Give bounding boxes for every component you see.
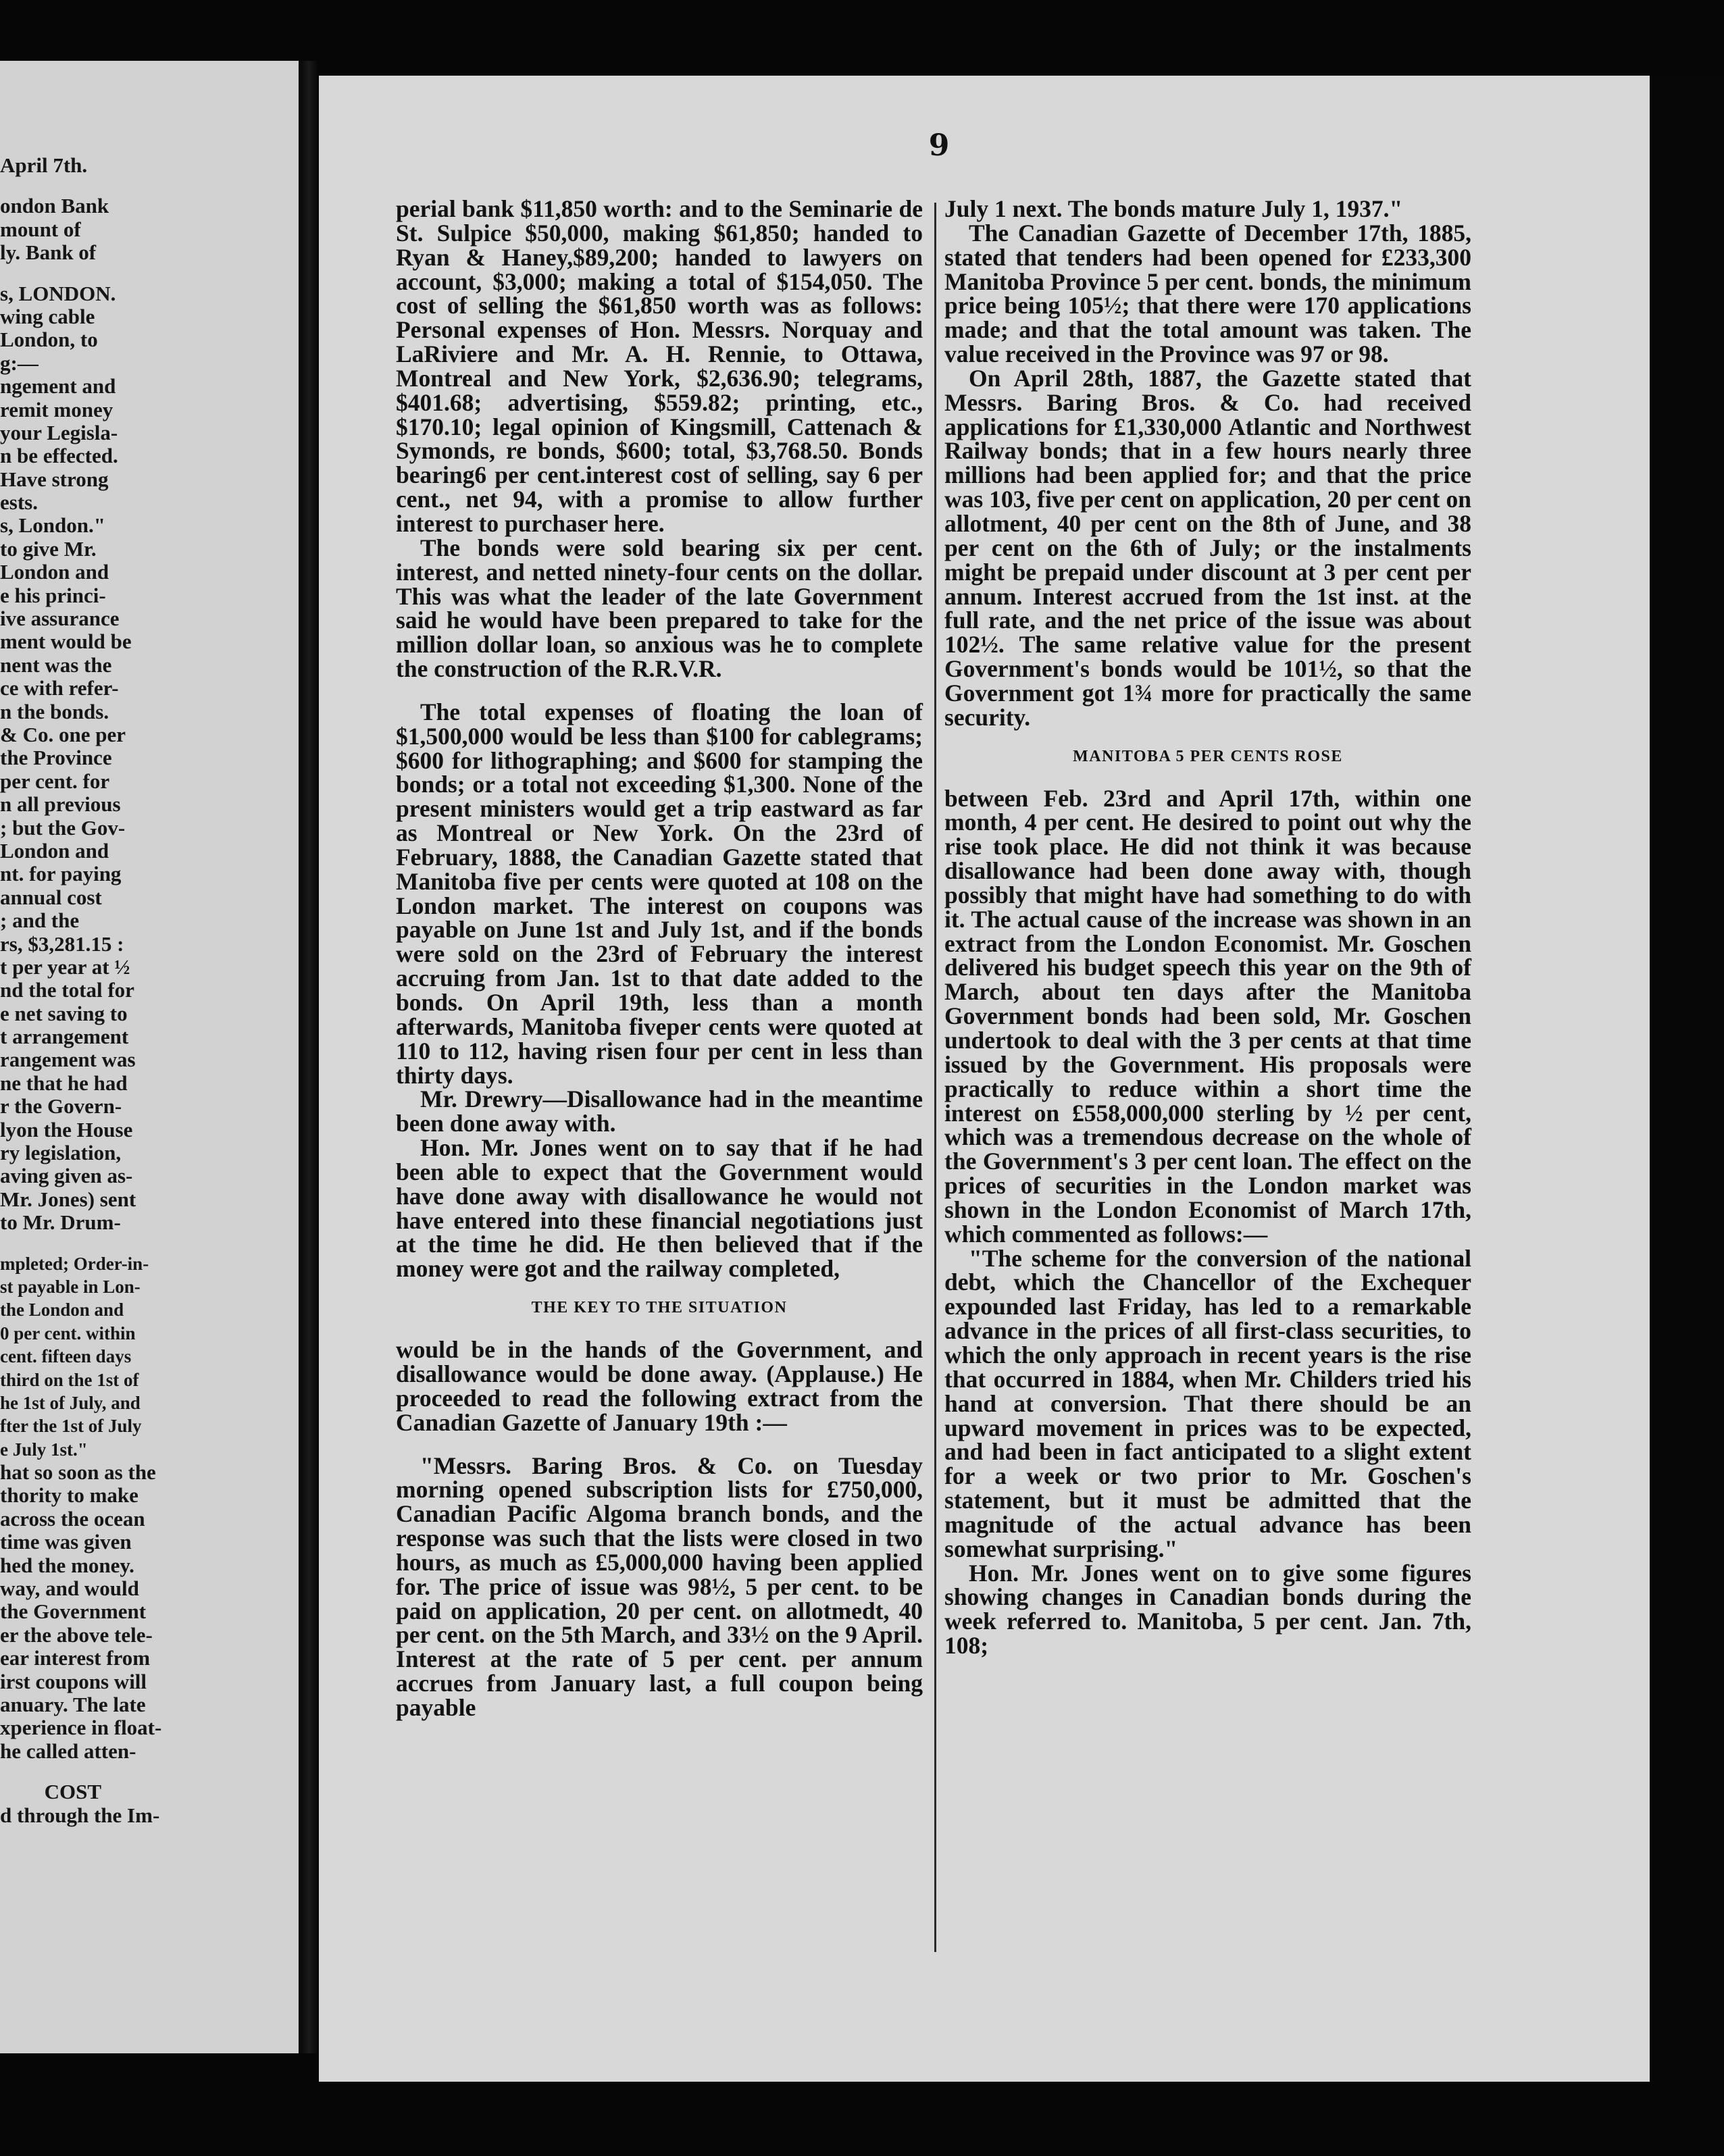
scan-border [1650,76,1724,2082]
paragraph: would be in the hands of the Government, and disallowance would be done away. (Applause.) He proceeded to read the following extract from the Canadian Gazette of January 19th :— [396,1336,923,1436]
left-page-line: ive assurance [0,607,120,631]
left-page-line: he 1st of July, and [0,1392,141,1413]
paragraph: On April 28th, 1887, the Gazette stated that Messrs. Baring Bros. & Co. had received applications for £1,330,000 Atlantic and Northwest Railway bonds; that in a few hours nearly three millions had been applied for; and that the price was 103, five per cent on application, 20 per cent on allotment, 40 per cent on the 8th of June, and 38 per cent on the 6th of July; or the instalments might be prepaid under discount at 3 per cent per annum. Interest accrued from the 1st inst. at the full rate, and the net price of the issue was about 102½. The same relative value for the present Government's bonds would be 101½, so that the Government got 1¾ more for practically the same security. [944,364,1471,731]
quotation-paragraph: "Messrs. Baring Bros. & Co. on Tuesday morning opened subscription lists for £750,000, Canadian Pacific Algoma branch bonds, and the response was such that the lists were closed in two hours, as much as £5,000,000 having been applied for. The price of issue was 98½, 5 per cent. to be paid on application, 20 per cent. on allotmedt, 40 per cent. on the 5th March, and 33½ on the 9 April. Interest at the rate of 5 per cent. per annum accrues from January last, a full coupon being payable [396,1452,923,1721]
left-page-line: rs, $3,281.15 : [0,931,124,956]
left-page-line: st payable in Lon- [0,1276,141,1297]
paragraph: The bonds were sold bearing six per cent. interest, and netted ninety-four cents on the dollar. This was what the leader of the late Government said he would have been prepared to take for the million dollar loan, so anxious was he to complete the construction of the R.R.V.R. [396,534,923,683]
left-page-line [0,1763,230,1780]
left-page-line: Have strong [0,467,109,491]
left-page-line: irst coupons will [0,1669,147,1693]
left-page-line: e his princi- [0,583,106,607]
left-page-line: London and [0,838,109,863]
left-page-line: remit money [0,397,113,421]
paragraph: between Feb. 23rd and April 17th, within one month, 4 per cent. He desired to point out why the rise took place. He did not think it was because disallowance had been done away with, though possibly that might have had something to do with it. The actual cause of the increase was shown in an extract from the London Economist. Mr. Goschen delivered his budget speech this year on the 9th of March, about ten days after the Manitoba Government bonds had been sold, Mr. Goschen undertook to deal with the 3 per cents at that time issued by the Government. His proposals were practically to reduce within a short time the interest on £558,000,000 sterling by ½ per cent, which was a tremendous decrease on the whole of the Government's 3 per cent loan. The effect on the prices of securities in the London market was shown in the London Economist of March 17th, which commented as follows:— [944,784,1471,1248]
left-page-line: London, to [0,328,98,352]
left-page-line: r the Govern- [0,1094,122,1119]
left-page-line: across the ocean [0,1506,145,1531]
left-page-line: e July 1st." [0,1439,88,1460]
left-page-line: wing cable [0,304,95,328]
text-column-left [396,197,923,1720]
left-page-line: third on the 1st of [0,1369,139,1390]
left-page-line: s, London." [0,513,105,538]
paragraph: The total expenses of floating the loan of $1,500,000 would be less than $100 for cablegrams; $600 for lithographing; and $600 for stamping the bonds; or a total not exceeding $1,300. None of the present ministers would get a trip eastward as far as Montreal or New York. On the 23rd of February, 1888, the Canadian Gazette stated that Manitoba five per cents were quoted at 108 on the London market. The interest on coupons was payable on June 1st and July 1st, and if the bonds were sold on the 23rd of February the interest accruing from Jan. 1st to that date added to the bonds. On April 19th, less than a month afterwards, Manitoba fiveper cents were quoted at 110 to 112, having risen four per cent in less than thirty days. [396,698,923,1089]
left-page-line: ; and the [0,908,80,933]
left-page-line: nt. for paying [0,862,122,886]
left-page-line: he called atten- [0,1739,136,1763]
left-page-line: rangement was [0,1048,136,1072]
paragraph: perial bank $11,850 worth: and to the Seminarie de St. Sulpice $50,000, making $61,850; handed to Ryan & Haney,$89,200; handed to lawyers on account, $3,000; making a total of $154,050. The cost of selling the $61,850 worth was as follows: Personal expenses of Hon. Messrs. Norquay and LaRiviere and Mr. A. H. Rennie, to Ottawa, Montreal and New York, $2,636.90; telegrams, $401.68; advertising, $559.82; printing, etc., $170.10; legal opinion of Kingsmill, Cattenach & Symonds, re bonds, $600; total, $3,768.50. Bonds bearing6 per cent.interest cost of selling, say 6 per cent., net 94, with a promise to allow further interest to purchaser here. [396,195,923,537]
left-page-line: mount of [0,217,81,241]
left-page-line: time was given [0,1530,132,1554]
page-number: 9 [928,128,950,163]
left-page-line [0,265,230,282]
left-page-line: n the bonds. [0,699,109,723]
left-page-line: to give Mr. [0,536,97,561]
left-page-line: s, LONDON. [0,281,116,305]
left-page-line: mpleted; Order-in- [0,1253,149,1274]
left-page-line: your Legisla- [0,420,118,444]
left-page-line: COST [44,1780,101,1804]
left-page-line: ; but the Gov- [0,815,126,840]
left-page-line: to Mr. Drum- [0,1210,121,1235]
paragraph: Hon. Mr. Jones went on to give some figures showing changes in Canadian bonds during the week referred to. Manitoba, 5 per cent. Jan. 7th, 108; [944,1559,1471,1660]
section-heading: THE KEY TO THE SITUATION [531,1299,788,1317]
paragraph: July 1 next. The bonds mature July 1, 1937." [944,195,1403,222]
left-page [0,61,299,2053]
left-page-line: ngement and [0,374,116,399]
paragraph: Hon. Mr. Jones went on to say that if he had been able to expect that the Government would have done away with disallowance he would not have entered into these financial negotiations just at the time he did. He then believed that if the money were got and the railway completed, [396,1134,923,1283]
left-page-line: n all previous [0,792,121,817]
left-page-line [0,177,230,195]
left-page-line: d through the Im- [0,1803,160,1827]
left-page-line: hat so soon as the [0,1460,156,1485]
left-page-line: ry legislation, [0,1141,122,1165]
left-page-line: lyon the House [0,1117,133,1141]
left-page-line: April 7th. [0,153,88,177]
left-page-line: ests. [0,490,38,515]
paragraph: The Canadian Gazette of December 17th, 1885, stated that tenders had been opened for £233,300 Manitoba Province 5 per cent. bonds, the minimum price being 105½; that there were 170 applications made; and that the total amount was taken. The value received in the Province was 97 or 98. [944,219,1471,368]
left-page-line: thority to make [0,1483,138,1508]
left-page-line: the London and [0,1300,124,1320]
left-page-line: Mr. Jones) sent [0,1187,136,1211]
left-page-line: per cent. for [0,769,110,793]
left-page-line: ly. Bank of [0,240,97,265]
left-page-text-column [0,154,230,1827]
left-page-line: n be effected. [0,444,118,468]
left-page-line: ne that he had [0,1071,128,1095]
left-page-line: ment would be [0,630,132,654]
left-page-line: hed the money. [0,1553,134,1577]
left-page-line: anuary. The late [0,1693,146,1716]
left-page-line: er the above tele- [0,1622,153,1647]
left-page-line [0,1235,230,1252]
left-page-line: & Co. one per [0,722,126,746]
left-page-line: way, and would [0,1576,139,1601]
left-page-line: e net saving to [0,1001,128,1025]
quotation-paragraph: "The scheme for the conversion of the national debt, which the Chancellor of the Exchequer expounded last Friday, has led to a remarkable advance in the prices of all first-class securities, to which the only approach in recent years is the rise that occurred in 1884, when Mr. Childers tried his hand at conversion. That there should be an upward movement in prices was to be expected, and had been in fact anticipated to a slight extent for a week or two prior to Mr. Goschen's statement, but it must be admitted that the magnitude of the actual advance has been somewhat surprising." [944,1244,1471,1562]
left-page-line: annual cost [0,885,102,909]
left-page-line: cent. fifteen days [0,1346,132,1367]
left-page-line: ear interest from [0,1646,151,1670]
left-page-line: t arrangement [0,1025,129,1049]
left-page-line: aving given as- [0,1164,133,1188]
left-page-line: ce with refer- [0,676,119,700]
text-column-right [944,197,1471,1658]
left-page-line: t per year at ½ [0,954,130,979]
book-spine [299,61,319,2053]
section-heading: MANITOBA 5 PER CENTS ROSE [1073,747,1343,765]
left-page-line: xperience in float- [0,1716,162,1740]
left-page-line: nent was the [0,652,112,677]
left-page-line: 0 per cent. within [0,1323,136,1343]
left-page-line: fter the 1st of July [0,1416,142,1437]
left-page-line: ondon Bank [0,194,109,218]
left-page-line: the Province [0,746,112,770]
left-page-line: g:— [0,351,39,375]
left-page-line: London and [0,560,109,584]
left-page-line: nd the total for [0,978,134,1002]
column-divider [934,203,936,1952]
paragraph: Mr. Drewry—Disallowance had in the meantime been done away with. [396,1085,923,1137]
left-page-line: the Government [0,1599,147,1624]
